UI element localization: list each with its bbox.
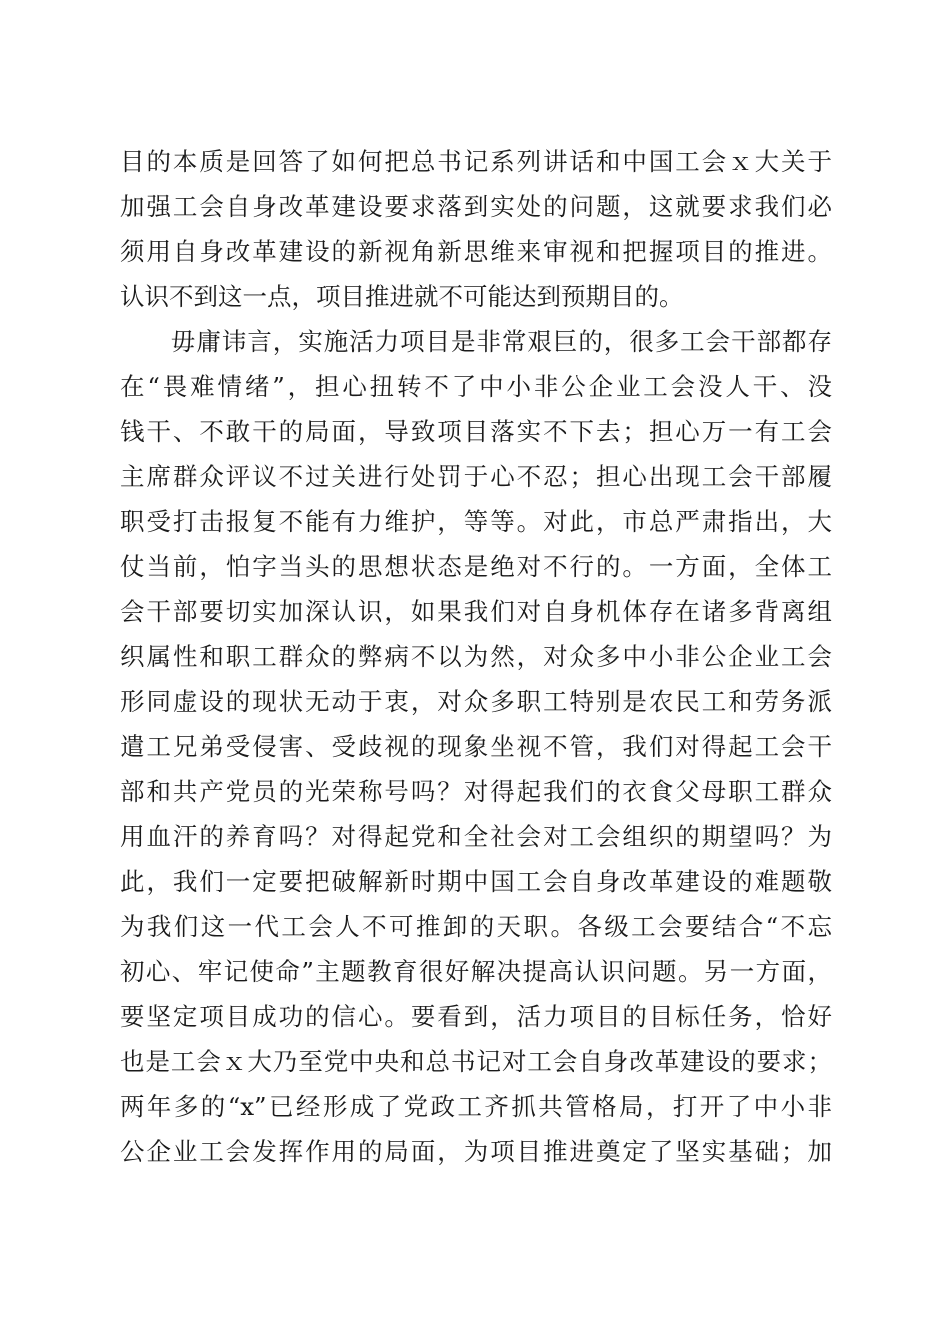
text-line: 加强工会自身改革建设要求落到实处的问题，这就要求我们必 <box>120 192 832 221</box>
text-line: 初心、牢记使命”主题教育很好解决提高认识问题。另一方面， <box>120 957 832 986</box>
text-line: 部和共产党员的光荣称号吗？对得起我们的衣食父母职工群众 <box>120 777 832 806</box>
text-line: 公企业工会发挥作用的局面，为项目推进奠定了坚实基础；加 <box>120 1137 832 1166</box>
text-line: 用血汗的养育吗？对得起党和全社会对工会组织的期望吗？为 <box>120 822 832 851</box>
text-line: 钱干、不敢干的局面，导致项目落实不下去；担心万一有工会 <box>120 417 832 446</box>
text-line: 织属性和职工群众的弊病不以为然，对众多中小非公企业工会 <box>120 642 832 671</box>
text-line: 仗当前，怕字当头的思想状态是绝对不行的。一方面，全体工 <box>120 552 832 581</box>
text-line: 须用自身改革建设的新视角新思维来审视和把握项目的推进。 <box>120 237 832 266</box>
text-line: 认识不到这一点，项目推进就不可能达到预期目的。 <box>120 282 684 311</box>
text-line: 主席群众评议不过关进行处罚于心不忍；担心出现工会干部履 <box>120 462 832 491</box>
text-line: 两年多的“x”已经形成了党政工齐抓共管格局，打开了中小非 <box>120 1092 832 1121</box>
paragraph-start-line: 毋庸讳言，实施活力项目是非常艰巨的，很多工会干部都存 <box>120 327 832 356</box>
text-line: 要坚定项目成功的信心。要看到，活力项目的目标任务，恰好 <box>120 1002 832 1031</box>
text-line: 遣工兄弟受侵害、受歧视的现象坐视不管，我们对得起工会干 <box>120 732 832 761</box>
text-line: 目的本质是回答了如何把总书记系列讲话和中国工会ｘ大关于 <box>120 147 832 176</box>
text-line: 在“畏难情绪”，担心扭转不了中小非公企业工会没人干、没 <box>120 372 832 401</box>
text-line: 职受打击报复不能有力维护，等等。对此，市总严肃指出，大 <box>120 507 832 536</box>
text-line: 也是工会ｘ大乃至党中央和总书记对工会自身改革建设的要求； <box>120 1047 832 1076</box>
text-line: 为我们这一代工会人不可推卸的天职。各级工会要结合“不忘 <box>120 912 832 941</box>
text-line: 形同虚设的现状无动于衷，对众多职工特别是农民工和劳务派 <box>120 687 832 716</box>
text-line: 此，我们一定要把破解新时期中国工会自身改革建设的难题敬 <box>120 867 832 896</box>
text-line: 会干部要切实加深认识，如果我们对自身机体存在诸多背离组 <box>120 597 832 626</box>
